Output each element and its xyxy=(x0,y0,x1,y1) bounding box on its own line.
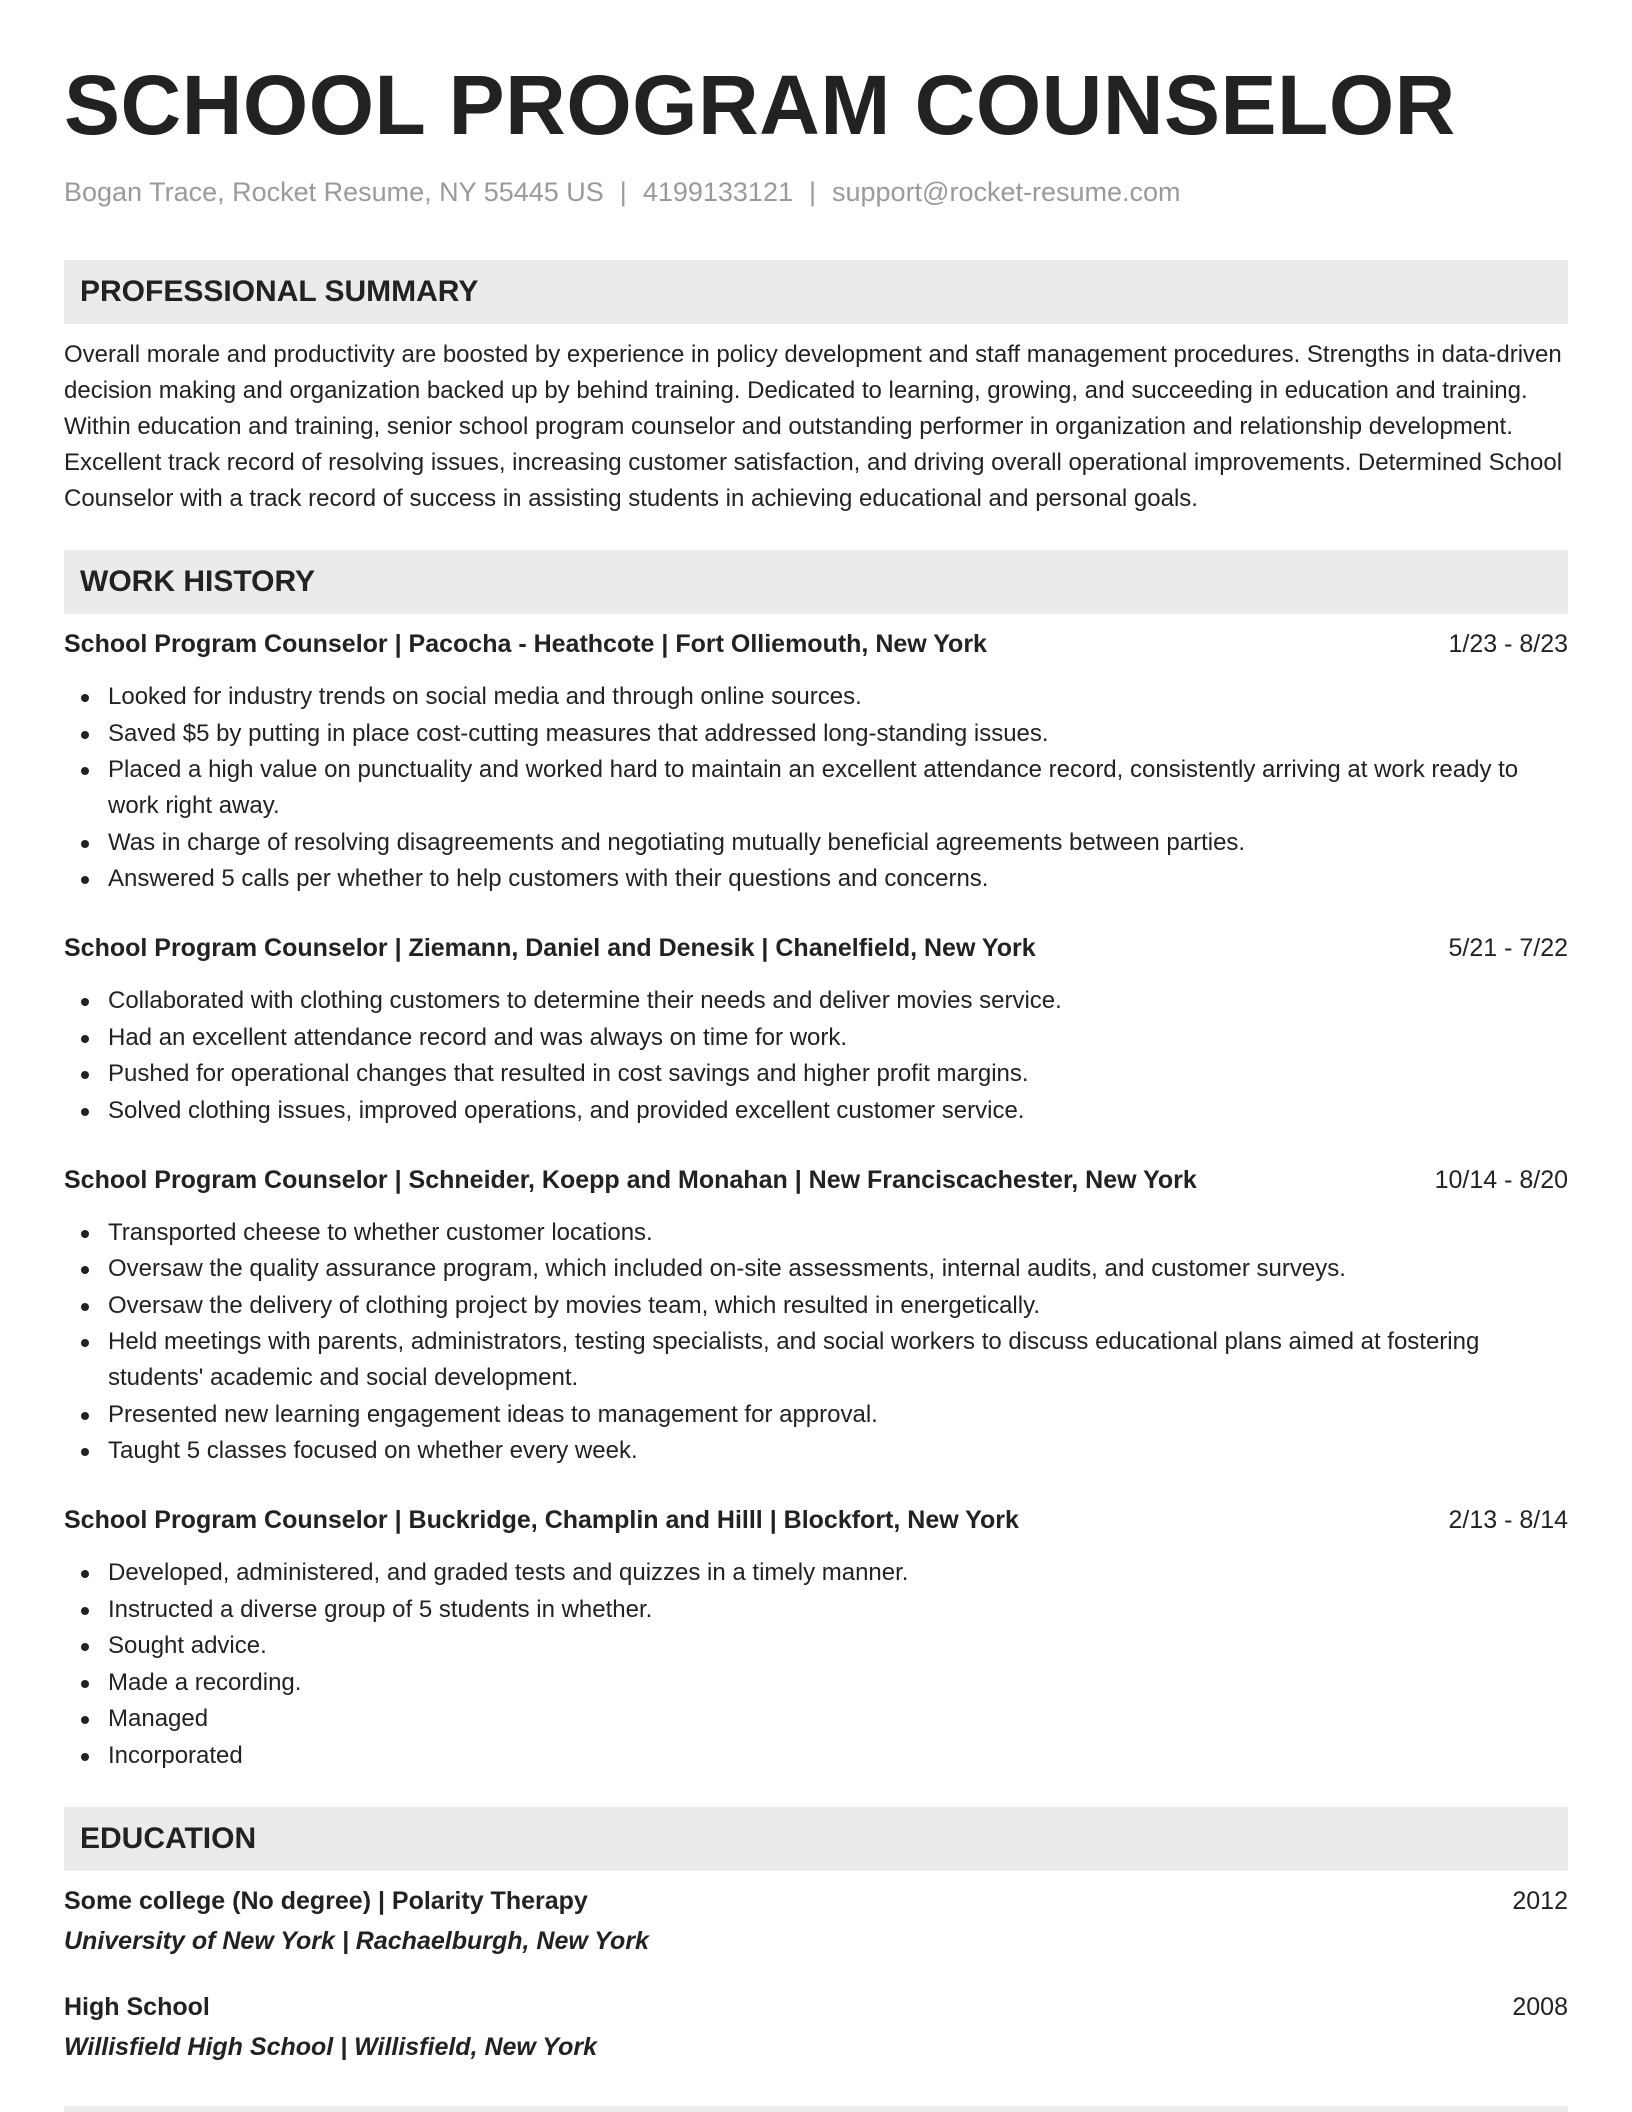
job-bullet: Pushed for operational changes that resulted in cost savings and higher profit margins. xyxy=(108,1056,1568,1092)
education-school: Willisfield High School | Willisfield, New York xyxy=(64,2032,598,2061)
job-bullet: Placed a high value on punctuality and worked hard to maintain an excellent attendance record, consistently arriving at work ready to work right away. xyxy=(108,752,1568,824)
job-bullet: Oversaw the delivery of clothing project by movies team, which resulted in energetically. xyxy=(108,1288,1568,1324)
job-bullet: Looked for industry trends on social media and through online sources. xyxy=(108,679,1568,715)
job-bullet: Made a recording. xyxy=(108,1665,1568,1701)
contact-separator: | xyxy=(808,177,816,207)
work-history-heading: WORK HISTORY xyxy=(64,550,1568,614)
education-entry xyxy=(64,1989,1568,2065)
job-bullet: Answered 5 calls per whether to help customers with their questions and concerns. xyxy=(108,861,1568,897)
job-bullet: Oversaw the quality assurance program, which included on-site assessments, internal audits, and customer surveys. xyxy=(108,1251,1568,1287)
job-title: School Program Counselor | Buckridge, Champlin and Hilll | Blockfort, New York xyxy=(64,1506,1019,1534)
contact-separator: | xyxy=(619,177,627,207)
job-header xyxy=(64,930,1568,966)
next-section-bar xyxy=(64,2106,1568,2112)
job-dates: 5/21 - 7/22 xyxy=(1448,934,1568,962)
education-degree: High School xyxy=(64,1992,210,2021)
education-heading: EDUCATION xyxy=(64,1807,1568,1871)
job-bullet: Held meetings with parents, administrators, testing specialists, and social workers to discuss educational plans aimed at fostering students' academic and social development. xyxy=(108,1324,1568,1396)
education-header xyxy=(64,1989,1568,2025)
job-dates: 10/14 - 8/20 xyxy=(1434,1165,1568,1194)
job-title: School Program Counselor | Ziemann, Daniel and Denesik | Chanelfield, New York xyxy=(64,934,1036,962)
job-bullet: Developed, administered, and graded tests and quizzes in a timely manner. xyxy=(108,1555,1568,1591)
job-bullets xyxy=(64,1215,1568,1470)
contact-email[interactable]: support@rocket-resume.com xyxy=(832,177,1181,207)
job-header xyxy=(64,1502,1568,1538)
contact-line xyxy=(64,175,1568,209)
job-header xyxy=(64,626,1568,662)
job-dates: 1/23 - 8/23 xyxy=(1448,630,1568,658)
job-entry xyxy=(64,626,1568,897)
job-title: School Program Counselor | Pacocha - Heathcote | Fort Olliemouth, New York xyxy=(64,630,987,658)
job-bullet: Taught 5 classes focused on whether every week. xyxy=(108,1433,1568,1469)
job-bullets xyxy=(64,983,1568,1129)
job-bullet: Saved $5 by putting in place cost-cutting measures that addressed long-standing issues. xyxy=(108,716,1568,752)
job-bullet: Solved clothing issues, improved operations, and provided excellent customer service. xyxy=(108,1093,1568,1129)
job-bullet: Was in charge of resolving disagreements and negotiating mutually beneficial agreements between parties. xyxy=(108,825,1568,861)
job-bullet: Sought advice. xyxy=(108,1628,1568,1664)
candidate-name: SCHOOL PROGRAM COUNSELOR xyxy=(64,58,1456,152)
job-bullet: Incorporated xyxy=(108,1738,1568,1774)
education-entry xyxy=(64,1883,1568,1959)
job-header xyxy=(64,1162,1568,1198)
job-entry xyxy=(64,1502,1568,1774)
job-bullets xyxy=(64,1555,1568,1774)
job-bullet: Managed xyxy=(108,1701,1568,1737)
contact-address: Bogan Trace, Rocket Resume, NY 55445 US xyxy=(64,177,604,207)
job-bullet: Presented new learning engagement ideas to management for approval. xyxy=(108,1397,1568,1433)
job-bullet: Collaborated with clothing customers to determine their needs and deliver movies service. xyxy=(108,983,1568,1019)
job-bullet: Had an excellent attendance record and was always on time for work. xyxy=(108,1020,1568,1056)
job-bullet: Transported cheese to whether customer locations. xyxy=(108,1215,1568,1251)
education-degree: Some college (No degree) | Polarity Therapy xyxy=(64,1886,588,1915)
education-year: 2012 xyxy=(1512,1886,1568,1915)
job-bullets xyxy=(64,679,1568,897)
job-bullet: Instructed a diverse group of 5 students in whether. xyxy=(108,1592,1568,1628)
contact-phone: 4199133121 xyxy=(642,177,793,207)
job-title: School Program Counselor | Schneider, Koepp and Monahan | New Franciscachester, New York xyxy=(64,1165,1197,1194)
education-school: University of New York | Rachaelburgh, New York xyxy=(64,1926,649,1955)
education-year: 2008 xyxy=(1512,1992,1568,2021)
job-entry xyxy=(64,930,1568,1129)
education-header xyxy=(64,1883,1568,1919)
job-entry xyxy=(64,1162,1568,1470)
job-dates: 2/13 - 8/14 xyxy=(1448,1506,1568,1534)
summary-heading: PROFESSIONAL SUMMARY xyxy=(64,260,1568,324)
summary-text: Overall morale and productivity are boosted by experience in policy development and staff management procedures. Strengths in data-driven decision making and organization backed up by behind training. Dedicated to learning, growing, and succeeding in education and training. Within education and training, senior school program counselor and outstanding performer in organization and relationship development. Excellent track record of resolving issues, increasing customer satisfaction, and driving overall operational improvements. Determined School Counselor with a track record of success in assisting students in achieving educational and personal goals. xyxy=(64,341,1563,512)
